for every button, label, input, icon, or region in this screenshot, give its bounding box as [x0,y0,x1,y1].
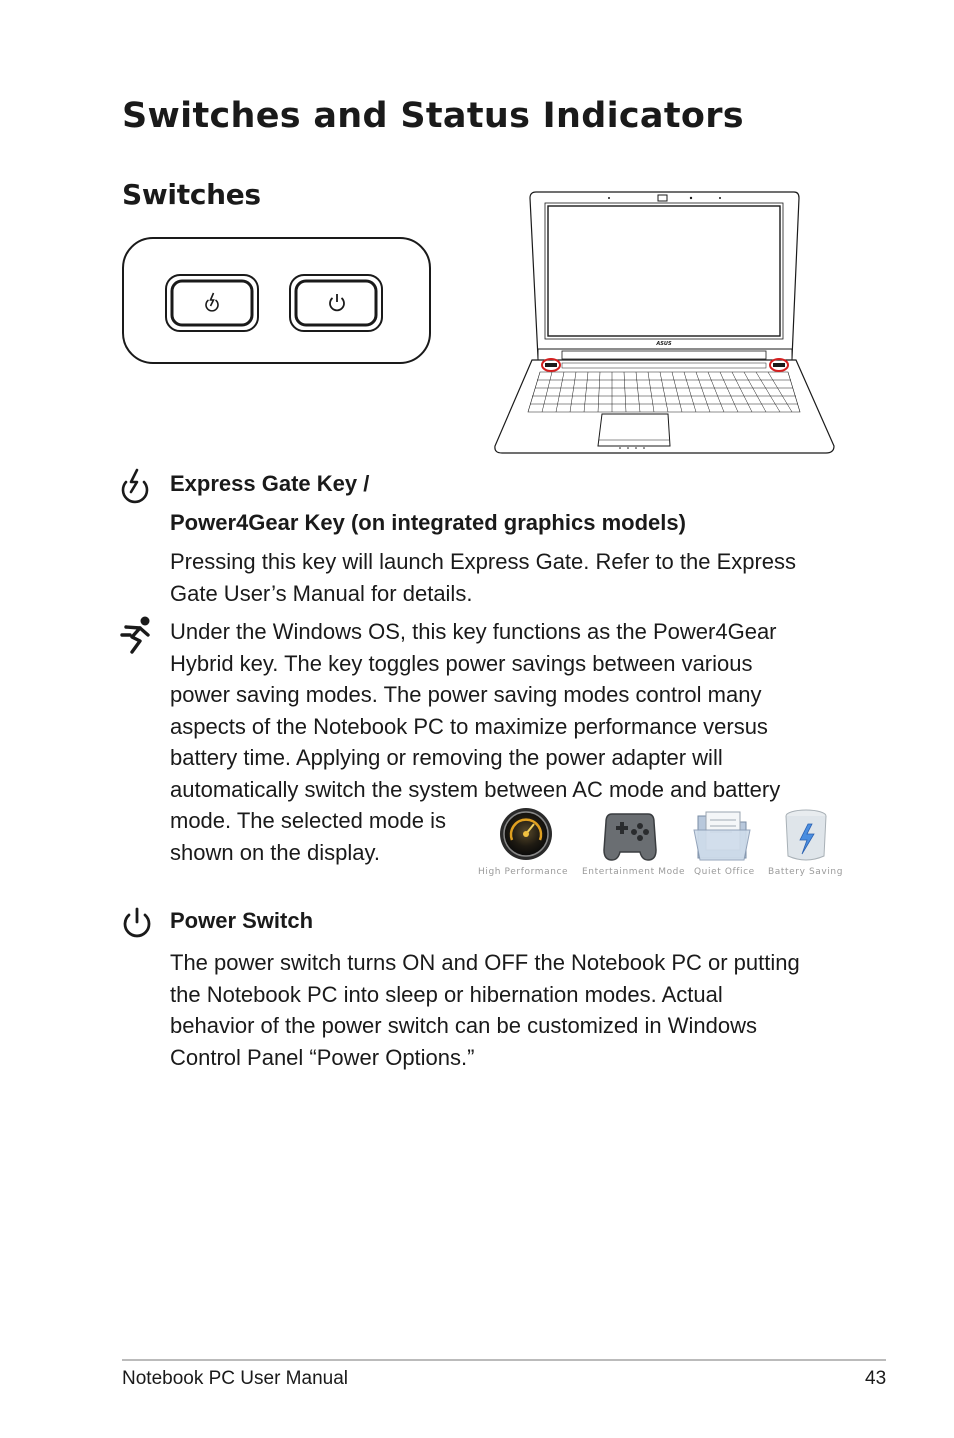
page-number: 43 [865,1368,887,1389]
power-switch-description: The power switch turns ON and OFF the Notebook PC or putting the Notebook PC into sleep or hibernation modes. Actual behavior of the power switch can be customized in Windows Control Panel “Power Options.” [170,950,800,1070]
brand-logo: ASUS [656,341,672,347]
mode-label-battery-saving: Battery Saving [768,867,844,877]
express-gate-icon [118,468,152,504]
power4gear-description: Under the Windows OS, this key functions as the Power4Gear Hybrid key. The key toggles power savings between various power saving modes. The power saving modes control many aspects of the Notebook PC to maximize performance versus battery time. Applying or removing the power adapter will automatically switch the system between AC mode and battery mode. The selected mode is shown on the display. [170,619,781,865]
mode-label-quiet-office: Quiet Office [694,867,755,877]
switch-buttons-illustration [120,235,435,367]
power4gear-icon [118,615,154,655]
folder-icon [692,806,752,864]
page-title: Switches and Status Indicators [122,96,744,136]
footer-divider [122,1359,886,1361]
power-icon [120,906,154,940]
battery-icon [780,806,832,864]
power-mode-strip [476,804,844,882]
laptop-illustration [492,188,837,456]
power-switch-heading: Power Switch [170,908,314,933]
footer-manual-name: Notebook PC User Manual [122,1368,348,1389]
express-gate-key-illustration [166,275,258,331]
mode-label-entertainment: Entertainment Mode [582,867,686,877]
section-title: Switches [122,178,261,211]
power-key-illustration [290,275,382,331]
express-gate-heading-line2: Power4Gear Key (on integrated graphics models) [170,510,686,535]
express-gate-heading: Express Gate Key / [170,471,370,496]
mode-label-high-performance: High Performance [478,867,569,877]
express-gate-description: Pressing this key will launch Express Gate. Refer to the Express Gate User’s Manual for details. [170,549,797,606]
gamepad-icon [602,804,658,864]
speedometer-icon [498,804,554,864]
